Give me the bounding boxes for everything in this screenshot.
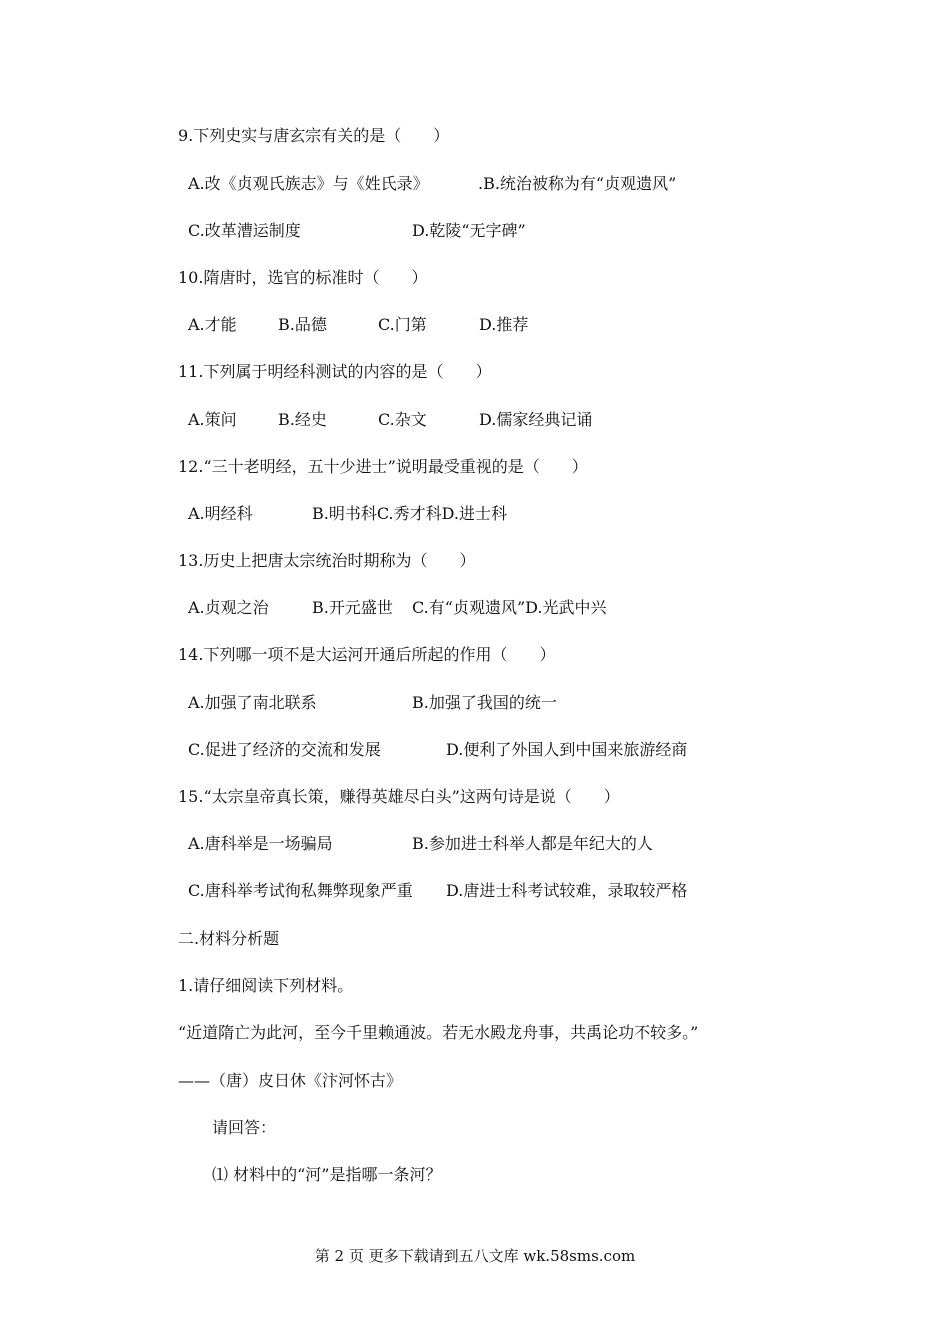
q15-option-b: B.参加进士科举人都是年纪大的人 <box>412 834 653 853</box>
q13-options-cd: C.有“贞观遗风”D.光武中兴 <box>412 598 607 617</box>
q10-option-d: D.推荐 <box>479 315 529 334</box>
q10-option-c: C.门第 <box>378 315 427 334</box>
q15-option-d: D.唐进士科考试较难，录取较严格 <box>446 881 688 900</box>
q12-option-a: A.明经科 <box>188 504 253 523</box>
section-title: 二.材料分析题 <box>178 929 280 948</box>
question-9-stem: 9.下列史实与唐玄宗有关的是（ ） <box>178 126 450 145</box>
material-source: ——（唐）皮日休《汴河怀古》 <box>178 1071 403 1090</box>
q14-option-d: D.便利了外国人到中国来旅游经商 <box>446 740 688 759</box>
question-10-stem: 10.隋唐时，选官的标准时（ ） <box>178 268 428 287</box>
question-14-stem: 14.下列哪一项不是大运河开通后所起的作用（ ） <box>178 645 556 664</box>
q10-option-b: B.品德 <box>278 315 327 334</box>
question-12-stem: 12.“三十老明经，五十少进士”说明最受重视的是（ ） <box>178 457 588 476</box>
sub-question-1: ⑴ 材料中的“河”是指哪一条河？ <box>212 1165 442 1184</box>
answer-prompt: 请回答： <box>212 1118 277 1137</box>
q11-option-a: A.策问 <box>188 410 237 429</box>
q15-option-c: C.唐科举考试徇私舞弊现象严重 <box>188 881 413 900</box>
question-13-stem: 13.历史上把唐太宗统治时期称为（ ） <box>178 551 476 570</box>
q11-option-b: B.经史 <box>278 410 327 429</box>
q12-options-bcd: B.明书科C.秀才科D.进士科 <box>312 504 507 523</box>
q9-option-c: C.改革漕运制度 <box>188 221 301 240</box>
material-quote: “近道隋亡为此河，至今千里赖通波。若无水殿龙舟事，共禹论功不较多。” <box>178 1023 699 1042</box>
q14-option-b: B.加强了我国的统一 <box>412 693 557 712</box>
question-11-stem: 11.下列属于明经科测试的内容的是（ ） <box>178 362 492 381</box>
q10-option-a: A.才能 <box>188 315 237 334</box>
q13-option-a: A.贞观之治 <box>188 598 269 617</box>
q11-option-d: D.儒家经典记诵 <box>479 410 593 429</box>
q9-option-d: D.乾陵“无字碑” <box>412 221 526 240</box>
q14-option-c: C.促进了经济的交流和发展 <box>188 740 381 759</box>
material-item-1: 1.请仔细阅读下列材料。 <box>178 976 354 995</box>
page-footer: 第 2 页 更多下载请到五八文库 wk.58sms.com <box>314 1247 636 1265</box>
q15-option-a: A.唐科举是一场骗局 <box>188 834 333 853</box>
q14-option-a: A.加强了南北联系 <box>188 693 317 712</box>
q9-option-a: A.改《贞观氏族志》与《姓氏录》 <box>188 174 429 193</box>
q11-option-c: C.杂文 <box>378 410 427 429</box>
q9-option-b: .B.统治被称为有“贞观遗风” <box>478 174 677 193</box>
question-15-stem: 15.“太宗皇帝真长策，赚得英雄尽白头”这两句诗是说（ ） <box>178 787 620 806</box>
q13-option-b: B.开元盛世 <box>312 598 393 617</box>
